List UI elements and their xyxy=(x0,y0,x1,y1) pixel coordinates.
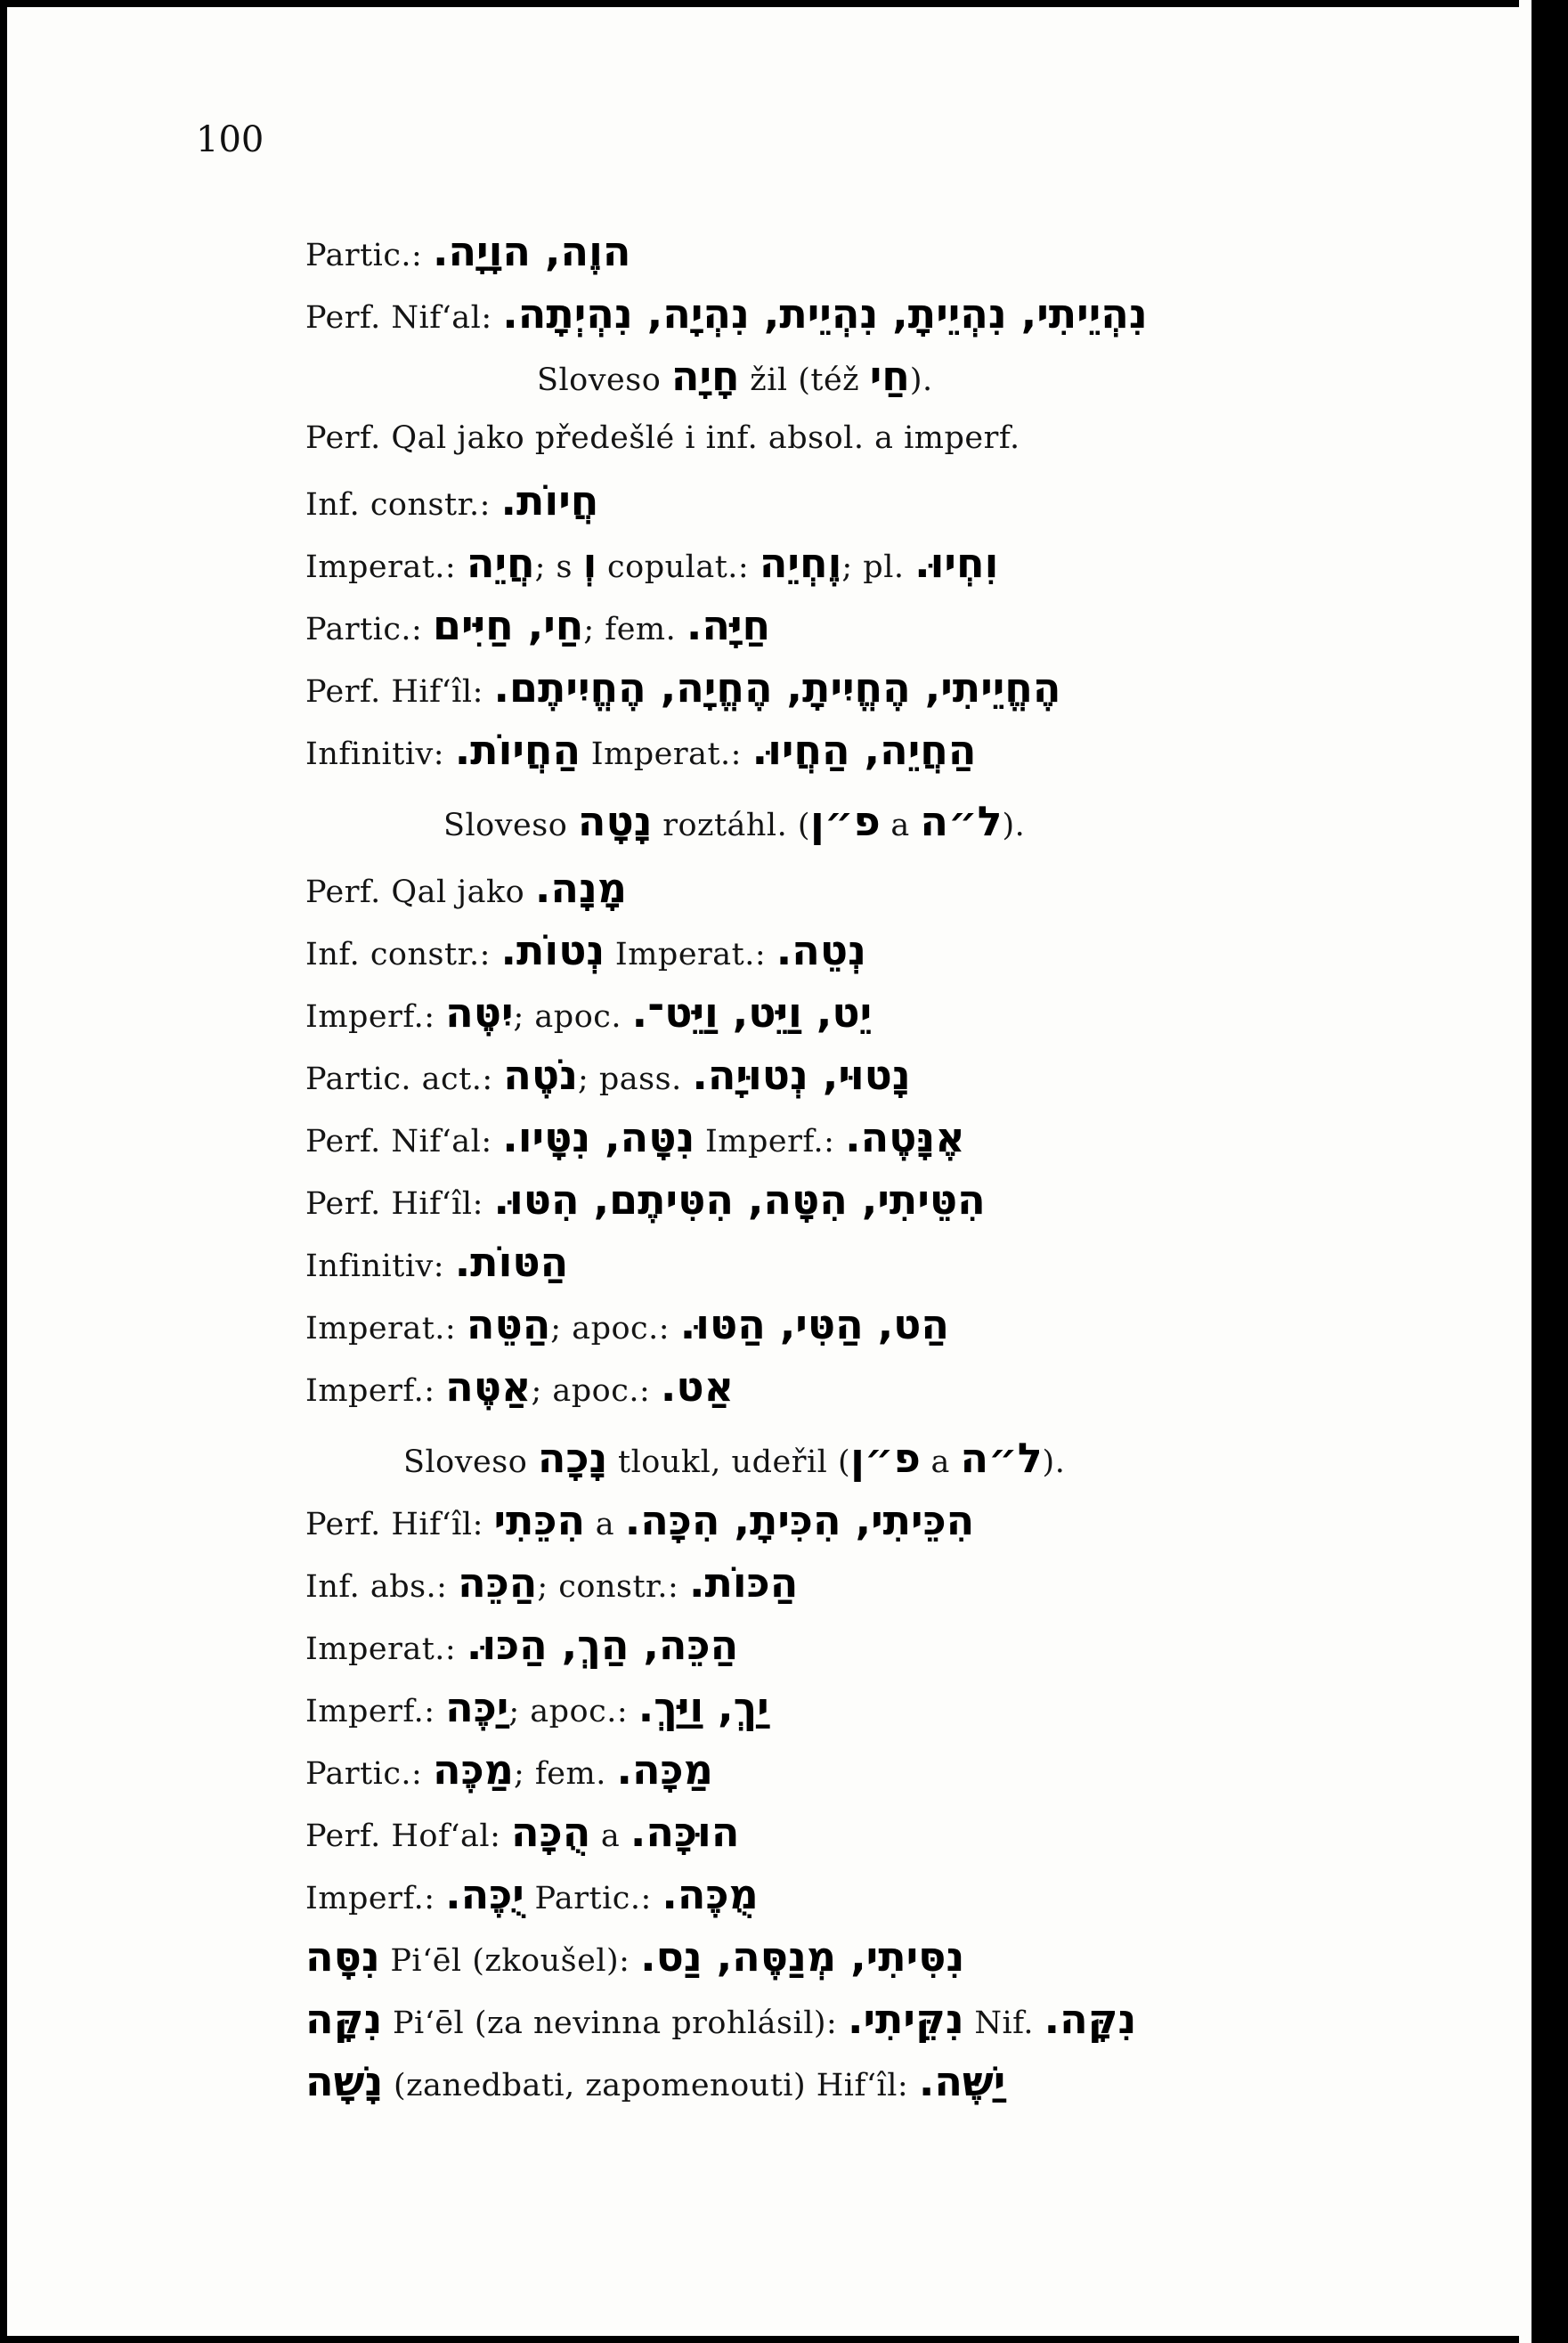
hebrew-form: אַט. xyxy=(660,1363,735,1411)
hebrew-form: חֲיוֹת. xyxy=(500,476,599,525)
text-line xyxy=(305,1806,739,1862)
czech-label: ). xyxy=(1002,808,1026,843)
czech-label: Inf. abs.: xyxy=(305,1569,459,1605)
czech-label: Imperf.: xyxy=(305,999,446,1035)
hebrew-form: ל״ה xyxy=(960,1434,1043,1482)
czech-label: ; pass. xyxy=(577,1062,693,1097)
czech-label: Sloveso xyxy=(537,362,671,398)
czech-label: ; s xyxy=(534,549,583,585)
hebrew-form: נָטָה xyxy=(577,797,653,845)
text-line xyxy=(305,1557,798,1613)
czech-label: ; apoc.: xyxy=(508,1694,638,1729)
hebrew-form: הַטּוֹת. xyxy=(454,1238,569,1286)
hebrew-form: נָשָׁה xyxy=(305,2057,384,2105)
hebrew-form: הַכֵּה, הַךְ, הַכּוּ. xyxy=(466,1621,739,1669)
hebrew-form: הַכֵּה xyxy=(458,1558,538,1607)
czech-label: copulat.: xyxy=(597,549,760,585)
hebrew-form: הוּכָּה. xyxy=(630,1808,740,1856)
text-line xyxy=(305,1298,949,1355)
czech-label: Perf. Qal jako předešlé i inf. absol. a imperf. xyxy=(305,420,1020,456)
text-line xyxy=(305,1993,1136,2049)
hebrew-form: נִקָּה. xyxy=(1044,1995,1137,2043)
text-line xyxy=(305,1931,964,1987)
text-line xyxy=(305,288,1148,344)
hebrew-form: יַשֶּׁה. xyxy=(918,2057,1006,2105)
hebrew-form: הַחֲיֵה, הַחֲיוּ. xyxy=(752,726,977,774)
czech-label: Imperf.: xyxy=(305,1694,446,1729)
hebrew-form: הַחֲיוֹת. xyxy=(454,726,581,774)
text-line xyxy=(305,1236,568,1292)
hebrew-form: הִכֵּיתִי, הִכִּיתָ, הִכָּה. xyxy=(624,1496,975,1544)
czech-label: Perf. Qal jako xyxy=(305,875,535,910)
text-line xyxy=(305,862,627,918)
hebrew-form: הֶחֱיֵיתִי, הֶחֱיִיתָ, הֶחֱיָה, הֶחֱיִיתֶם. xyxy=(493,663,1061,712)
hebrew-form: אַטֶּה xyxy=(445,1363,532,1411)
text-line xyxy=(305,412,1020,464)
hebrew-form: פ״ן xyxy=(850,1434,921,1482)
czech-label: ; fem. xyxy=(583,612,687,647)
czech-label: tloukl, udeřil ( xyxy=(607,1444,851,1480)
hebrew-form: מַכֶּה xyxy=(432,1745,514,1794)
czech-label: Imperat.: xyxy=(305,549,467,585)
hebrew-form: חַי xyxy=(869,352,910,400)
page-edge xyxy=(1519,0,1531,2343)
czech-label: Perf. Hif‘îl: xyxy=(305,674,494,710)
czech-label: Pi‘ēl (zkoušel): xyxy=(379,1943,641,1979)
czech-label: Perf. Hif‘îl: xyxy=(305,1186,494,1222)
text-line xyxy=(305,225,630,281)
text-line xyxy=(305,724,976,780)
czech-label: ; apoc.: xyxy=(531,1373,661,1409)
hebrew-form: יַךְ, וַיַּךְ. xyxy=(638,1683,769,1731)
page-number: 100 xyxy=(196,119,264,160)
text-line xyxy=(305,1681,769,1737)
text-line xyxy=(305,987,872,1043)
hebrew-form: נְטוֹת. xyxy=(500,926,605,974)
czech-label: Perf. Nif‘al: xyxy=(305,300,503,336)
czech-label: Imperf.: xyxy=(305,1373,446,1409)
czech-label: Partic.: xyxy=(305,238,433,273)
hebrew-form: וִחְיוּ. xyxy=(914,539,999,587)
hebrew-form: הוֶה, הוָיָה. xyxy=(432,227,631,275)
hebrew-form: הַט, הַטִּי, הַטּוּ. xyxy=(679,1300,950,1348)
czech-label: Perf. Hif‘îl: xyxy=(305,1507,494,1542)
czech-label: Inf. constr.: xyxy=(305,937,501,972)
czech-label: Imperat.: xyxy=(605,937,776,972)
czech-label: Partic.: xyxy=(524,1881,662,1916)
czech-label: (zanedbati, zapomenouti) Hif‘îl: xyxy=(383,2068,919,2103)
czech-label: Imperat.: xyxy=(305,1631,467,1667)
hebrew-form: הִכֵּתִי xyxy=(493,1496,586,1544)
czech-label: Sloveso xyxy=(443,808,578,843)
text-line xyxy=(305,1744,713,1800)
hebrew-form: חֲיֵה xyxy=(466,539,535,587)
czech-label: Pi‘ēl (za nevinna prohlásil): xyxy=(382,2005,848,2041)
czech-label: Partic. act.: xyxy=(305,1062,504,1097)
hebrew-form: וֶחְיֵה xyxy=(759,539,842,587)
hebrew-form: חַיָּה. xyxy=(686,601,771,649)
hebrew-form: נָכָה xyxy=(537,1434,608,1482)
text-line xyxy=(305,1049,911,1105)
czech-label: Perf. Nif‘al: xyxy=(305,1124,503,1159)
hebrew-form: יַכֶּה xyxy=(445,1683,509,1731)
text-line xyxy=(305,475,598,531)
hebrew-form: נִסָּה xyxy=(305,1932,380,1981)
czech-label: Infinitiv: xyxy=(305,736,455,772)
czech-label: ). xyxy=(1042,1444,1066,1480)
czech-label: Imperat.: xyxy=(305,1311,467,1346)
hebrew-form: חָיָה xyxy=(670,352,740,400)
czech-label: a xyxy=(880,808,921,843)
hebrew-form: מָנָה. xyxy=(534,864,628,912)
czech-label: a xyxy=(920,1444,961,1480)
hebrew-form: נִהְיֵיתִי, נִהְיֵיתָ, נִהְיֵית, נִהְיָה, נִהְיְתָה. xyxy=(502,289,1148,338)
hebrew-form: חַי, חַיִּים xyxy=(432,601,584,649)
czech-label: ; pl. xyxy=(841,549,915,585)
czech-label: roztáhl. ( xyxy=(652,808,811,843)
czech-label: žil (též xyxy=(739,362,870,398)
text-line xyxy=(305,537,998,593)
book-page xyxy=(7,7,1521,2336)
czech-label: Infinitiv: xyxy=(305,1249,455,1284)
text-line xyxy=(305,1868,759,1924)
czech-label: Inf. constr.: xyxy=(305,487,501,523)
hebrew-form: מֻכֶּה. xyxy=(662,1870,759,1918)
text-line xyxy=(537,350,933,406)
czech-label: Sloveso xyxy=(403,1444,538,1480)
hebrew-form: נְטֵה. xyxy=(776,926,866,974)
text-line xyxy=(403,1432,1065,1488)
hebrew-form: יֵט, וַיֵּט, וַיֵּט־. xyxy=(631,988,873,1037)
czech-label: ; fem. xyxy=(513,1756,617,1792)
text-line xyxy=(305,599,770,655)
text-line xyxy=(305,1174,986,1230)
hebrew-form: נָטוּי, נְטוּיָה. xyxy=(692,1051,911,1099)
hebrew-form: הַכּוֹת. xyxy=(688,1558,799,1607)
hebrew-form: נִסִּיתִי, מְנַסֶּה, נַס. xyxy=(640,1932,965,1981)
czech-label: Nif. xyxy=(963,2005,1044,2041)
hebrew-form: נִקָּה xyxy=(305,1995,383,2043)
hebrew-form: מַכָּה. xyxy=(616,1745,713,1794)
hebrew-form: הַטֵּה xyxy=(466,1300,551,1348)
czech-label: ; apoc. xyxy=(513,999,632,1035)
text-line xyxy=(305,924,866,980)
hebrew-form: נִקֵּיתִי. xyxy=(847,1995,964,2043)
hebrew-form: ל״ה xyxy=(920,797,1003,845)
hebrew-form: יֻכֶּה. xyxy=(445,1870,524,1918)
hebrew-form: נֹטֶה xyxy=(503,1051,578,1099)
czech-label: Partic.: xyxy=(305,1756,433,1792)
hebrew-form: הֻכָּה xyxy=(511,1808,591,1856)
text-line xyxy=(305,1494,974,1550)
czech-label: Imperat.: xyxy=(581,736,752,772)
hebrew-form: הִטֵּיתִי, הִטָּה, הִטִּיתֶם, הִטּוּ. xyxy=(493,1176,986,1224)
czech-label: a xyxy=(590,1818,630,1854)
czech-label: ; apoc.: xyxy=(550,1311,680,1346)
text-line xyxy=(443,795,1025,851)
czech-label: Partic.: xyxy=(305,612,433,647)
text-line xyxy=(305,2055,1005,2111)
text-line xyxy=(305,662,1061,718)
hebrew-form: אֶנָּטֶה. xyxy=(845,1113,965,1161)
hebrew-form: נִטָּה, נִטָּיו. xyxy=(502,1113,695,1161)
hebrew-form: יִטֶּה xyxy=(445,988,514,1037)
hebrew-form: וְ xyxy=(582,539,597,587)
czech-label: ; constr.: xyxy=(537,1569,689,1605)
text-line xyxy=(305,1361,734,1417)
hebrew-form: פ״ן xyxy=(810,797,881,845)
czech-label: Perf. Hof‘al: xyxy=(305,1818,512,1854)
czech-label: ). xyxy=(909,362,933,398)
czech-label: Imperf.: xyxy=(695,1124,846,1159)
czech-label: Imperf.: xyxy=(305,1881,446,1916)
text-line xyxy=(305,1111,965,1167)
czech-label: a xyxy=(585,1507,625,1542)
text-line xyxy=(305,1619,738,1675)
